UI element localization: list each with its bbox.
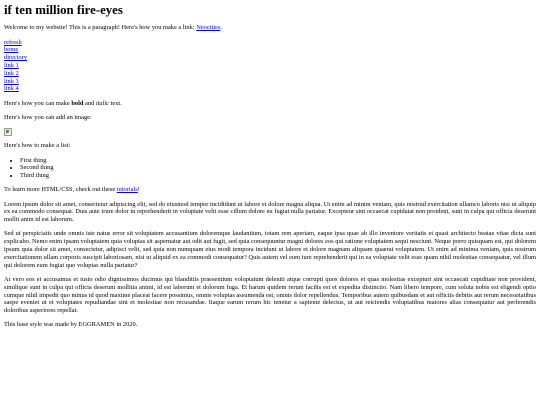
list-item: • First thing	[20, 157, 536, 165]
intro-paragraph	[4, 24, 536, 32]
formatting-paragraph	[4, 100, 536, 108]
intro-text: Welcome to my website! This is a paragraph! Here's how you make a link:	[4, 24, 197, 32]
nav-link-refresh[interactable]: refresh	[4, 38, 22, 46]
italic-text: italic	[95, 99, 110, 107]
list-item: • Second thing	[20, 164, 536, 172]
bold-text: bold	[71, 99, 84, 107]
nav-link-home[interactable]: home	[4, 46, 19, 54]
nav-links	[4, 39, 536, 94]
example-list	[4, 157, 536, 180]
nav-link-2[interactable]: link 2	[4, 69, 19, 77]
formatting-pre: Here's how you can make	[4, 99, 72, 107]
intro-end: .	[220, 24, 222, 32]
nav-link-3[interactable]: link 3	[4, 77, 19, 85]
tutorials-link[interactable]: tutorials	[116, 186, 138, 194]
image-caption: Here's how you can add an image:	[4, 113, 92, 121]
list-item: • Third thing	[20, 172, 536, 180]
footer-text: This base style was made by EGGRAMEN in 2020.	[4, 321, 138, 329]
page-title: if ten million fire-eyes	[4, 3, 123, 17]
lorem-paragraph-2: Sed ut perspiciatis unde omnis iste natus error sit voluptatem accusantium doloremque laudantium, totam rem aperiam, eaque ipsa quae ab illo inventore veritatis et quasi architecto beatae vitae dicta sunt explicabo. Nemo enim ipsam voluptatem quia voluptas sit aspernatur aut odit aut fugit, sed quia consequuntur magni dolores eos qui ratione voluptatem sequi nesciunt. Neque porro quisquam est, qui dolorem ipsum quia dolor sit amet, consectetur, adipisci velit, sed quia non numquam eius modi tempora incidunt ut labore et dolore magnam aliquam quaerat voluptatem. Ut enim ad minima veniam, quis nostrum exercitationem ullam corporis suscipit laboriosam, nisi ut aliquid ex ea commodi consequatur? Quis autem vel eum iure reprehenderit qui in ea voluptate velit esse quam nihil molestiae consequatur, vel illum qui dolorem eum fugiat quo voluptas nulla pariatur?	[4, 230, 536, 269]
broken-image-icon	[4, 128, 12, 136]
neocities-link[interactable]: Neocities	[196, 24, 221, 32]
learn-more-post: !	[137, 186, 140, 194]
lorem-paragraph-3: At vero eos et accusamus et iusto odio dignissimos ducimus qui blanditiis praesentium voluptatum deleniti atque corrupti quos dolores et quas molestias excepturi sint occaecati cupiditate non provident, similique sunt in culpa qui officia deserunt mollitia animi, id est laborum et dolorum fuga. Et harum quidem rerum facilis est et expedita distinctio. Nam libero tempore, cum soluta nobis est eligendi optio cumque nihil impedit quo minus id quod maxime placeat facere possimus, omnis voluptas assumenda est, omnis dolor repellendus. Temporibus autem quibusdam et aut officiis debitis aut rerum necessitatibus saepe eveniet ut et voluptates repudiandae sint et molestiae non recusandae. Itaque earum rerum hic tenetur a sapiente delectus, ut aut reiciendis voluptatibus maiores alias consequatur aut perferendis doloribus asperiores repellat.	[4, 275, 536, 315]
learn-more-pre: To learn more HTML/CSS, check out these	[4, 186, 117, 194]
learn-more-paragraph	[4, 186, 536, 194]
nav-link-directory[interactable]: directory	[4, 54, 28, 62]
list-caption: Here's how to make a list:	[4, 142, 71, 150]
formatting-post: text.	[109, 99, 122, 107]
nav-link-4[interactable]: link 4	[4, 85, 19, 93]
lorem-paragraph-1: Lorem ipsum dolor sit amet, consectetur adipiscing elit, sed do eiusmod tempor incididunt ut labore et dolore magna aliqua. Ut enim ad minim veniam, quis nostrud exercitation ullamco laboris nisi ut aliquip ex ea commodo consequat. Duis aute irure dolor in reprehenderit in voluptate velit esse cillum dolore eu fugiat nulla pariatur. Excepteur sint occaecat cupidatat non proident, sunt in culpa qui officia deserunt mollit anim id est laborum.	[4, 200, 536, 224]
image-container	[4, 128, 536, 136]
formatting-mid: and	[83, 99, 96, 107]
nav-link-1[interactable]: link 1	[4, 61, 19, 69]
